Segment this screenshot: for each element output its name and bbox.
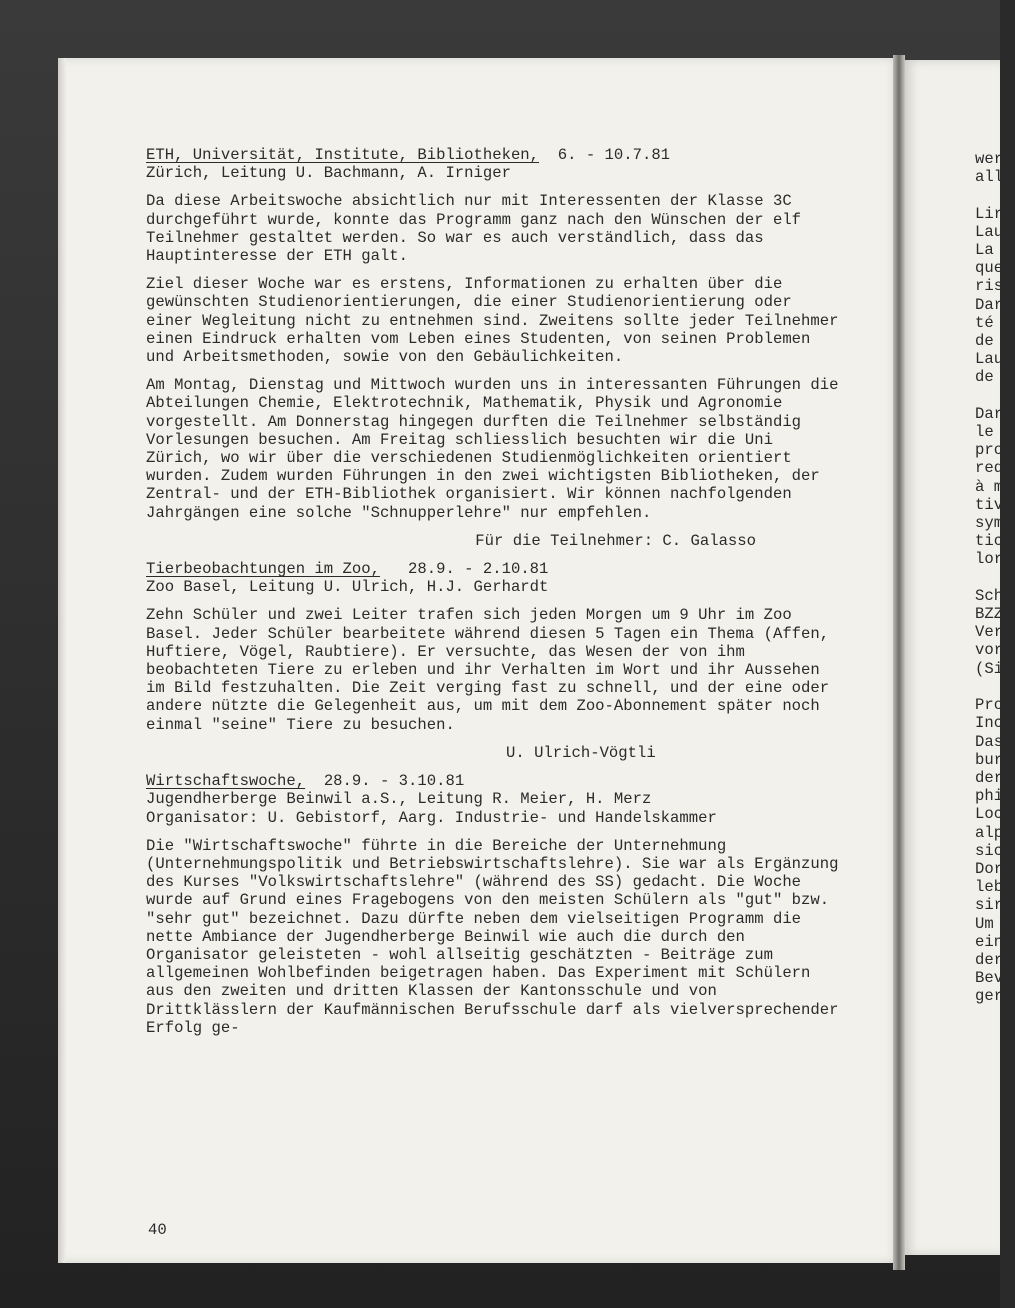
right-page bbox=[902, 60, 1004, 1255]
section-meta: Zürich, Leitung U. Bachmann, A. Irniger bbox=[146, 164, 511, 183]
section-title: Wirtschaftswoche, bbox=[146, 772, 306, 791]
right-page-text: wer all Lir Lau La que ris Dar té de Lau de Dar le pro red à m tiv sym tic lor Sch BZZ Ver vor (Si Pro Inc Das bur der phi Loc alp sic Dor leb sir Um ein der Bev ger bbox=[975, 150, 1004, 1006]
paragraph: Die "Wirtschaftswoche" führte in die Bereiche der Unternehmung (Unternehmungspolitik und Betriebswirtschaftslehre). Sie war als Ergänzung des Kurses "Volkswirtschaftslehre" (während des SS) gedacht. Die Woche wurde auf Grund eines Fragebogens von den meisten Schülern als "gut" bzw. "sehr gut" bezeichnet. Dazu dürfte neben dem vielseitigen Programm die nette Ambiance der Jugendherberge Beinwil wie auch die durch den Organisator geleisteten - wohl allseitig geschätzten - Beiträge zum allgemeinen Wohlbefinden beigetragen haben. Das Experiment mit Schülern aus den zweiten und dritten Klassen der Kantonsschule und von Drittklässlern der Kaufmännischen Berufsschule darf als vielversprechender Erfolg ge- bbox=[146, 836, 839, 1037]
book-gutter bbox=[893, 55, 905, 1270]
section-heading bbox=[146, 772, 846, 790]
section-dates: 6. - 10.7.81 bbox=[557, 146, 671, 164]
section-dates: 28.9. - 2.10.81 bbox=[408, 560, 549, 579]
paragraph: Ziel dieser Woche war es erstens, Informationen zu erhalten über die gewünschten Studienorientierungen, die einer Studienorientierung oder einer Wegleitung nicht zu entnehmen sind. Zweitens sollte jeder Teilnehmer einen Eindruck erhalten vom Leben eines Studenten, von seinen Problemen und Arbeitsmethoden, sowie von den Gebäulichkeiten. bbox=[146, 275, 839, 367]
page-content bbox=[146, 146, 846, 1047]
section-meta: Zoo Basel, Leitung U. Ulrich, H.J. Gerhardt bbox=[146, 578, 549, 597]
section-organizer: Organisator: U. Gebistorf, Aarg. Industrie- und Handelskammer bbox=[146, 808, 717, 827]
section-heading bbox=[146, 146, 846, 164]
section-title: Tierbeobachtungen im Zoo, bbox=[146, 560, 380, 579]
section-dates: 28.9. - 3.10.81 bbox=[323, 772, 465, 791]
section-meta: Jugendherberge Beinwil a.S., Leitung R. Meier, H. Merz bbox=[146, 790, 652, 809]
section-heading bbox=[146, 560, 846, 578]
paragraph: Zehn Schüler und zwei Leiter trafen sich jeden Morgen um 9 Uhr im Zoo Basel. Jeder Schüler bearbeitete während diesen 5 Tagen ein Thema (Affen, Huftiere, Vögel, Raubtiere). Er versuchte, das Wesen der von ihm beobachteten Tiere zu erleben und ihr Verhalten im Wort und ihr Aussehen im Bild festzuhalten. Die Zeit verging fast zu schnell, und der eine oder andere nützte die Gelegenheit aus, um mit dem Zoo-Abonnement später noch einmal "seine" Tiere zu besuchen. bbox=[146, 606, 830, 734]
page-edge bbox=[58, 58, 66, 1263]
signature: Für die Teilnehmer: C. Galasso bbox=[475, 531, 756, 550]
section-title: ETH, Universität, Institute, Bibliotheken, bbox=[146, 146, 540, 164]
paragraph: Da diese Arbeitswoche absichtlich nur mit Interessenten der Klasse 3C durchgeführt wurde, konnte das Programm ganz nach den Wünschen der elf Teilnehmer gestaltet werden. So war es auch verständlich, dass das Hauptinteresse der ETH galt. bbox=[146, 192, 802, 266]
paragraph: Am Montag, Dienstag und Mittwoch wurden uns in interessanten Führungen die Abteilungen Chemie, Elektrotechnik, Mathematik, Physik und Agronomie vorgestellt. Am Donnerstag hingegen durften die Teilnehmer selbständig Vorlesungen besuchen. Am Freitag schliesslich besuchten wir die Uni Zürich, wo wir über die verschiedenen Studienmöglichkeiten orientiert wurden. Zudem wurden Führungen in den zwei wichtigsten Bibliotheken, der Zentral- und der ETH-Bibliothek organisiert. Wir können nachfolgenden Jahrgängen eine solche "Schnupperlehre" nur empfehlen. bbox=[146, 376, 839, 522]
signature: U. Ulrich-Vögtli bbox=[506, 743, 656, 762]
page-number: 40 bbox=[148, 1221, 167, 1239]
